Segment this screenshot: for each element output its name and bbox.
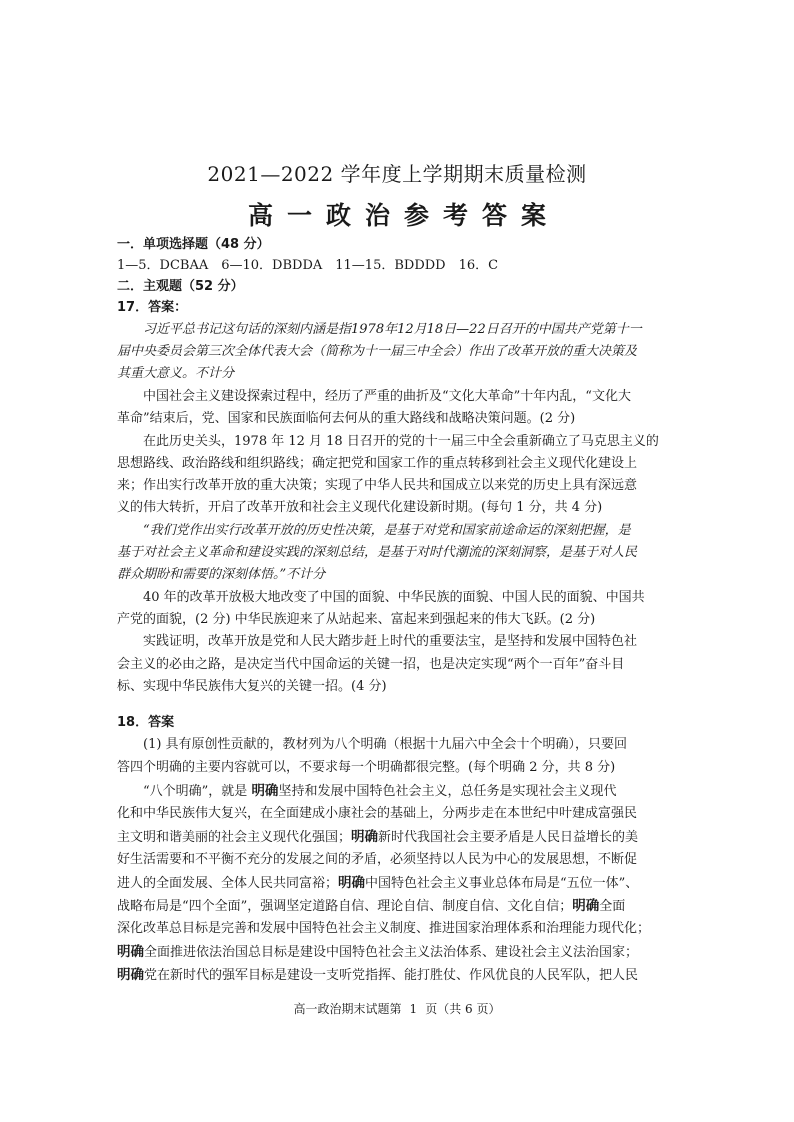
section2-heading: 二．主观题（52 分） <box>117 279 244 294</box>
q17-line: 中国社会主义建设探索过程中，经历了严重的曲折及“文化大革命”十年内乱，“文化大 <box>117 389 631 404</box>
q17-line: 届中央委员会第三次全体代表大会（简称为十一届三中全会）作出了改革开放的重大决策及 <box>117 344 638 359</box>
q17-line: 在此历史关头，1978 年 12 月 18 日召开的党的十一届三中全会重新确立了马克思主义的 <box>117 434 659 449</box>
q17-heading: 17．答案： <box>117 300 188 315</box>
highlight-term: 明确 <box>351 829 379 845</box>
q17-line: 来；作出实行改革开放的重大决策；实现了中华人民共和国成立以来党的历史上具有深远意 <box>117 478 638 493</box>
q17-line: 实践证明，改革开放是党和人民大踏步赶上时代的重要法宝，是坚持和发展中国特色社 <box>117 634 638 649</box>
q18-heading: 18．答案 <box>117 715 175 730</box>
text-run: 新时代我国社会主要矛盾是人民日益增长的美 <box>378 830 639 845</box>
q18-line <box>117 896 687 917</box>
highlight-term: 明确 <box>338 875 366 891</box>
q18-line <box>117 827 687 848</box>
q18-line: 化和中华民族伟大复兴，在全面建成小康社会的基础上，分两步走在本世纪中叶建成富强民 <box>117 806 638 821</box>
footer-label: 高一政治期末试题第 <box>293 1002 402 1016</box>
q17-line: 会主义的必由之路，是决定当代中国命运的关键一招，也是决定实现“两个一百年”奋斗目 <box>117 657 625 672</box>
q18-intro: 答四个明确的主要内容就可以，不要求每一个明确都很完整。(每个明确 2 分，共 8 分) <box>117 760 616 775</box>
text-run: “八个明确”，就是 <box>117 784 252 799</box>
text-run: 战略布局是“四个全面”，强调坚定道路自信、理论自信、制度自信、文化自信； <box>117 899 573 914</box>
q17-line: 其重大意义。不计分 <box>117 366 235 381</box>
text-run: 中国特色社会主义事业总体布局是“五位一体”、 <box>365 876 639 891</box>
q18-intro: (1) 具有原创性贡献的，教材列为八个明确（根据十九届六中全会十个明确），只要回 <box>117 737 628 752</box>
text-run: 进人的全面发展、全体人民共同富裕； <box>117 876 339 891</box>
q17-line: 基于对社会主义革命和建设实践的深刻总结，是基于对时代潮流的深刻洞察，是基于对人民 <box>117 545 638 560</box>
q17-line: 义的伟大转折，开启了改革开放和社会主义现代化建设新时期。(每句 1 分，共 4 分) <box>117 500 603 515</box>
page-number: 1 <box>409 1002 418 1016</box>
text-run: 主文明和谐美丽的社会主义现代化强国； <box>117 830 352 845</box>
text-run: 全面 <box>599 899 626 914</box>
q18-line <box>117 873 687 894</box>
q18-line <box>117 942 687 963</box>
q18-line <box>117 781 687 802</box>
q17-line: “我们党作出实行改革开放的历史性决策，是基于对党和国家前途命运的深刻把握，是 <box>117 523 631 538</box>
q18-line: 好生活需要和不平衡不充分的发展之间的矛盾，必须坚持以人民为中心的发展思想，不断促 <box>117 852 638 867</box>
page-footer <box>0 1000 794 1017</box>
highlight-term: 明确 <box>572 898 600 914</box>
q18-line: 深化改革总目标是完善和发展中国特色社会主义制度、推进国家治理体系和治理能力现代化； <box>117 921 651 936</box>
mc-answers: 1—5．DCBAA 6—10．DBDDA 11—15．BDDDD 16．C <box>117 258 499 273</box>
q17-line: 标、实现中华民族伟大复兴的关键一招。(4 分) <box>117 679 387 694</box>
text-run: 党在新时代的强军目标是建设一支听党指挥、能打胜仗、作风优良的人民军队，把人民 <box>144 968 639 983</box>
q17-line: 革命”结束后，党、国家和民族面临何去何从的重大路线和战略决策问题。(2 分) <box>117 411 576 426</box>
highlight-term: 明确 <box>117 967 144 983</box>
q17-line: 群众期盼和需要的深刻体悟。”不计分 <box>117 567 326 582</box>
exam-title: 2021—2022 学年度上学期期末质量检测 <box>207 162 587 186</box>
highlight-term: 明确 <box>251 783 279 799</box>
q17-line: 产党的面貌，(2 分) 中华民族迎来了从站起来、富起来到强起来的伟大飞跃。(2 分) <box>117 612 596 627</box>
highlight-term: 明确 <box>117 944 144 960</box>
q17-line: 40 年的改革开放极大地改变了中国的面貌、中华民族的面貌、中国人民的面貌、中国共 <box>117 590 645 605</box>
q17-line: 习近平总书记这句话的深刻内涵是指1978年12月18日—22日召开的中国共产党第十一 <box>117 322 642 337</box>
text-run: 全面推进依法治国总目标是建设中国特色社会主义法治体系、建设社会主义法治国家； <box>144 945 639 960</box>
section1-heading: 一．单项选择题（48 分） <box>117 237 270 252</box>
q18-line <box>117 965 687 986</box>
q17-line: 思想路线、政治路线和组织路线；确定把党和国家工作的重点转移到社会主义现代化建设上 <box>117 456 638 471</box>
footer-suffix: 页（共 6 页） <box>425 1002 501 1016</box>
text-run: 坚持和发展中国特色社会主义，总任务是实现社会主义现代 <box>278 784 617 799</box>
answer-key-title: 高一政治参考答案 <box>247 201 560 230</box>
